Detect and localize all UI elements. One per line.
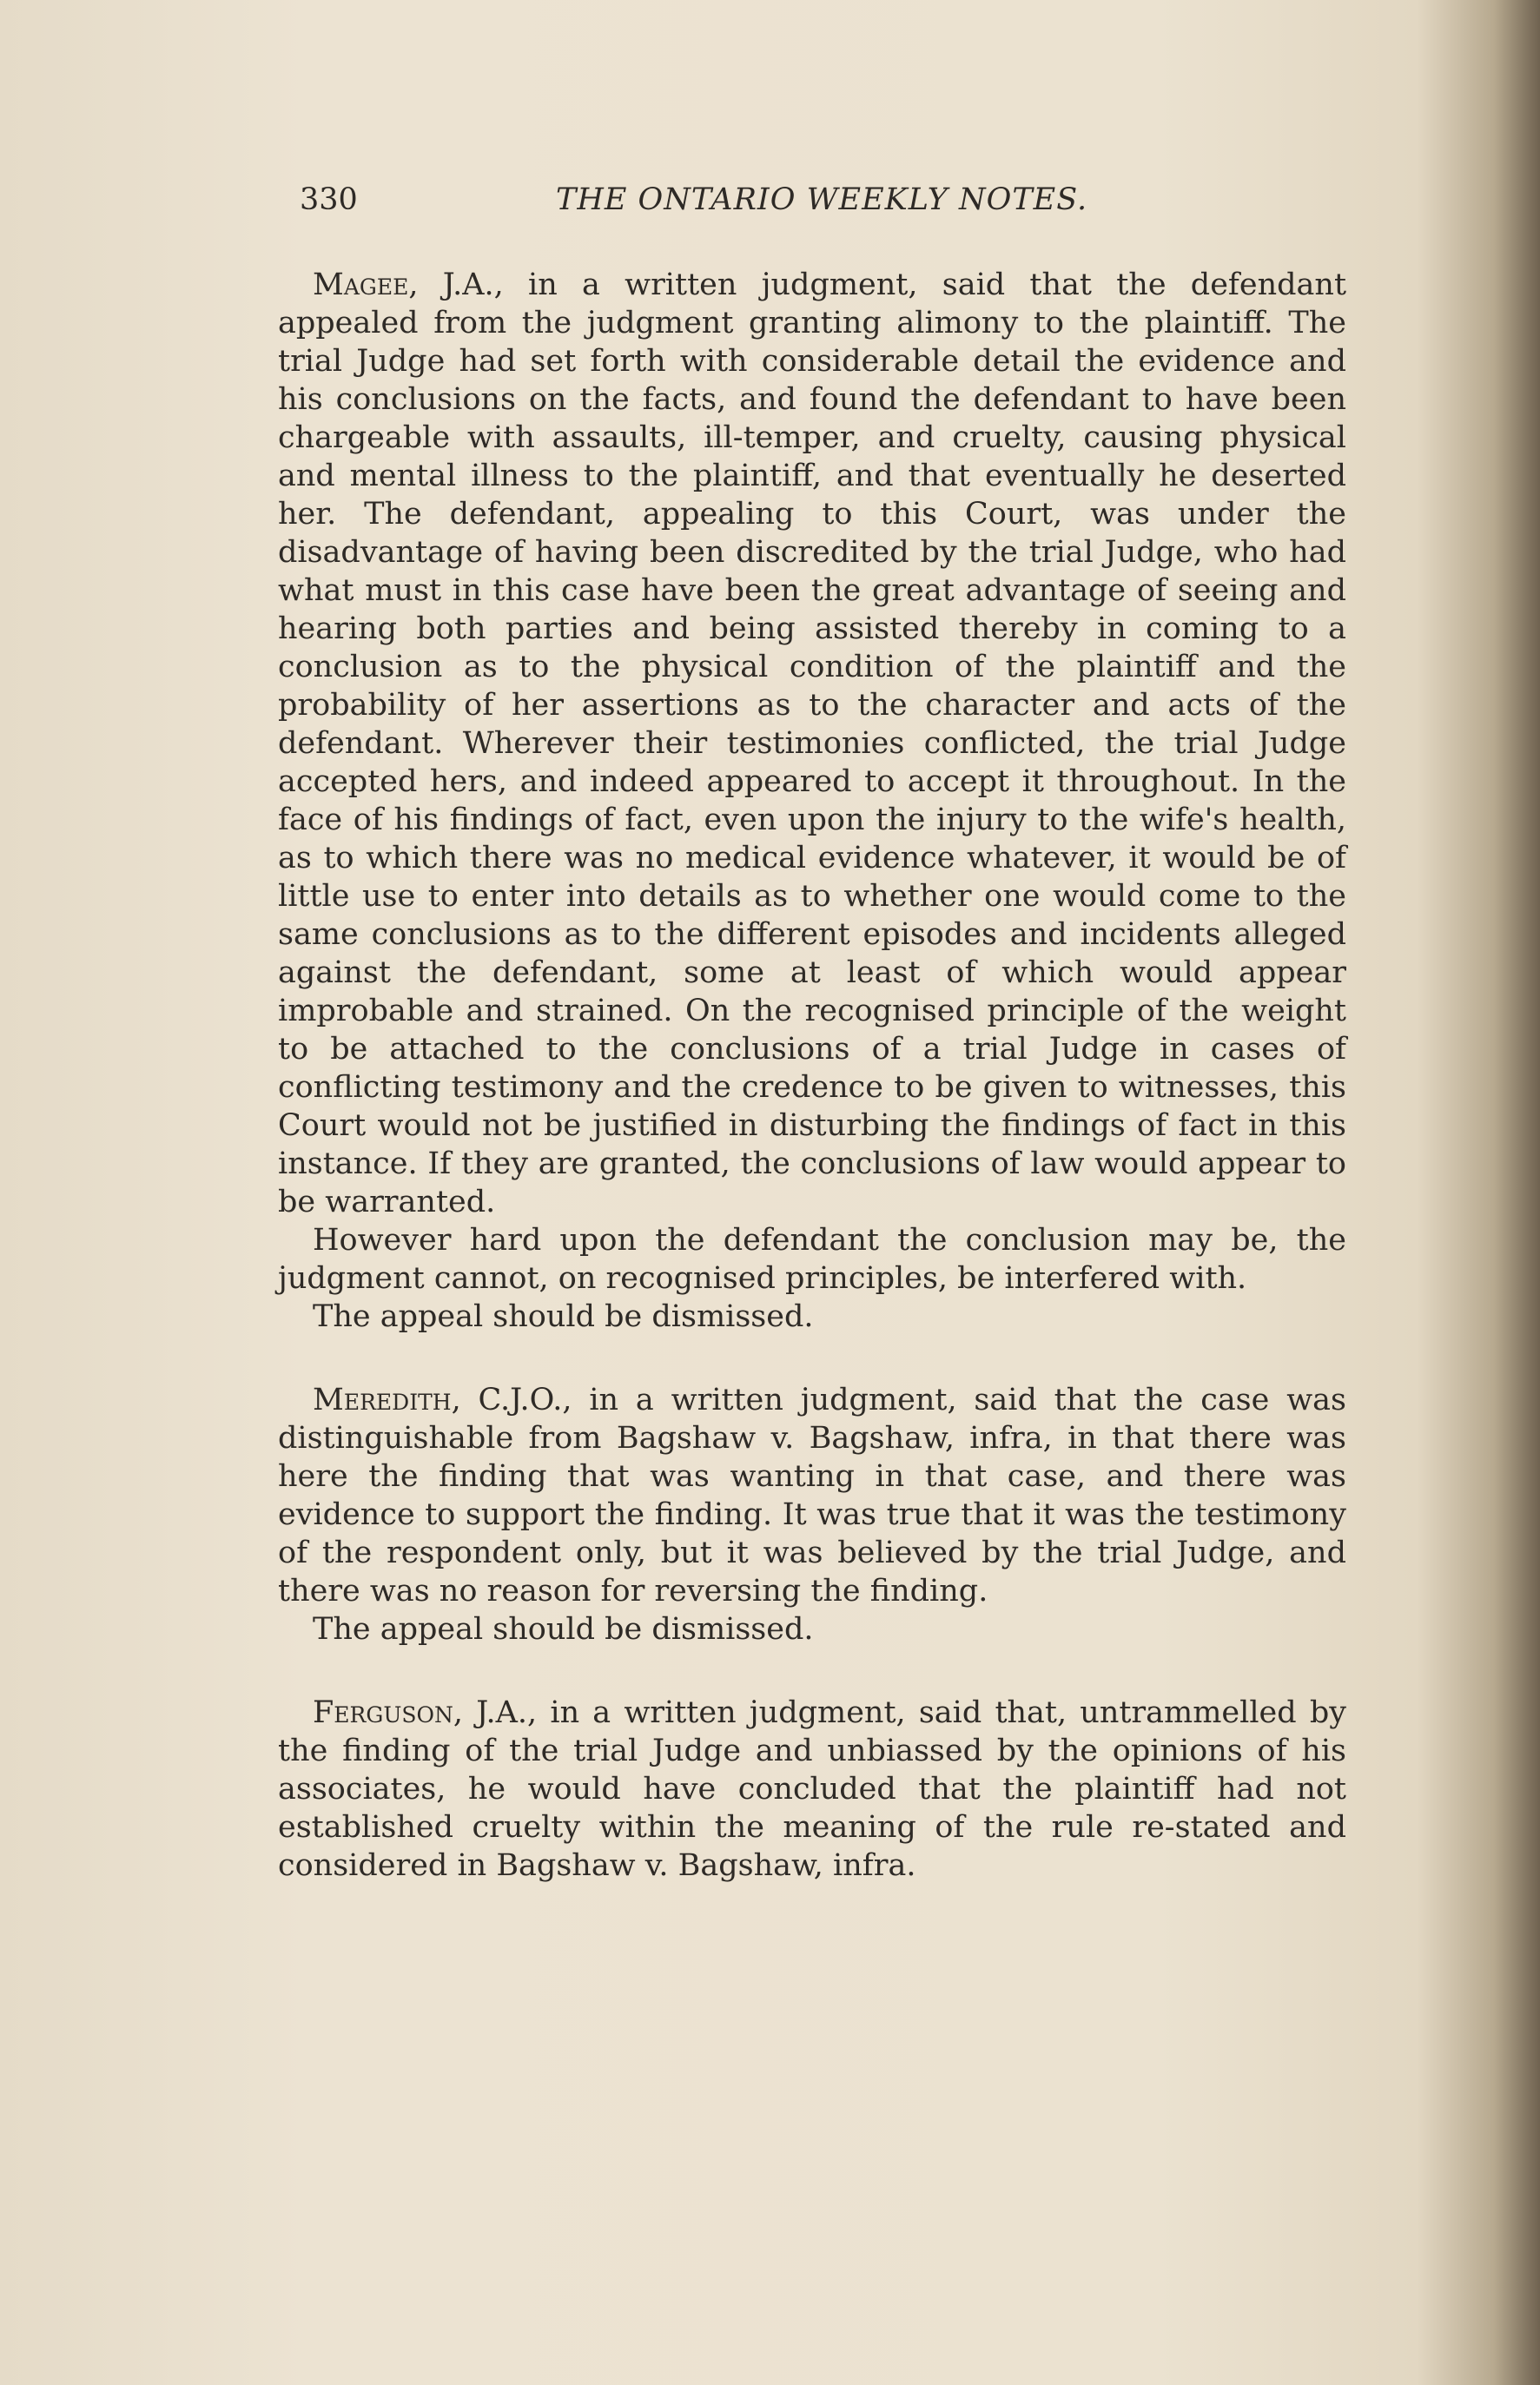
judgment-magee-p3: The appeal should be dismissed. [313,1299,814,1334]
page-content [278,174,1346,1885]
judgment-magee-p1 [278,266,1346,1221]
judge-name: Meredith [313,1383,452,1417]
judge-title: , J.A., [408,268,528,302]
section-gap [278,1336,1346,1381]
page-number: 330 [300,182,358,217]
judge-title: , J.A., [453,1695,551,1730]
section-gap [278,1648,1346,1694]
judgment-ferguson-p1 [278,1694,1346,1885]
judge-title: , C.J.O., [451,1383,590,1417]
judgment-text: in a written judgment, said that, untrammelled by the finding of the trial Judge and unbiassed by the opinions of his associates, he would have concluded that the plaintiff had not established cruelty within the meaning of the rule re-stated and considered in Bagshaw v. Bagshaw, infra. [278,1695,1346,1883]
judgment-meredith-p1 [278,1381,1346,1610]
judgment-meredith-p2: The appeal should be dismissed. [313,1612,814,1647]
judge-name: Ferguson [313,1695,453,1730]
page-header [278,174,1346,226]
judgment-magee-p2: However hard upon the defendant the conclusion may be, the judgment cannot, on recognised principles, be interfered with. [278,1223,1346,1296]
judge-name: Magee [313,268,409,302]
judgment-text: in a written judgment, said that the case was distinguishable from Bagshaw v. Bagshaw, infra, in that there was here the finding that was wanting in that case, and there was evidence to support the finding. It was true that it was the testimony of the respondent only, but it was believed by the trial Judge, and there was no reason for reversing the finding. [278,1383,1346,1609]
judgment-text: in a written judgment, said that the defendant appealed from the judgment granting alimony to the plaintiff. The trial Judge had set forth with considerable detail the evidence and his conclusions on the facts, and found the defendant to have been chargeable with assaults, ill-temper, and cruelty, causing physical and mental illness to the plaintiff, and that eventually he deserted her. The defendant, appealing to this Court, was under the disadvantage of having been discredited by the trial Judge, who had what must in this case have been the great advantage of seeing and hearing both parties and being assisted thereby in coming to a conclusion as to the physical condition of the plaintiff and the probability of her assertions as to the character and acts of the defendant. Wherever their testimonies conflicted, the trial Judge accepted hers, and indeed appeared to accept it throughout. In the face of his findings of fact, even upon the injury to the wife's health, as to which there was no medical evidence whatever, it would be of little use to enter into details as to whether one would come to the same conclusions as to the different episodes and incidents alleged against the defendant, some at least of which would appear improbable and strained. On the recognised principle of the weight to be attached to the conclusions of a trial Judge in cases of conflicting testimony and the credence to be given to witnesses, this Court would not be justified in disturbing the findings of fact in this instance. If they are granted, the conclusions of law would appear to be warranted. [278,268,1347,1219]
running-head: THE ONTARIO WEEKLY NOTES. [556,182,1088,217]
